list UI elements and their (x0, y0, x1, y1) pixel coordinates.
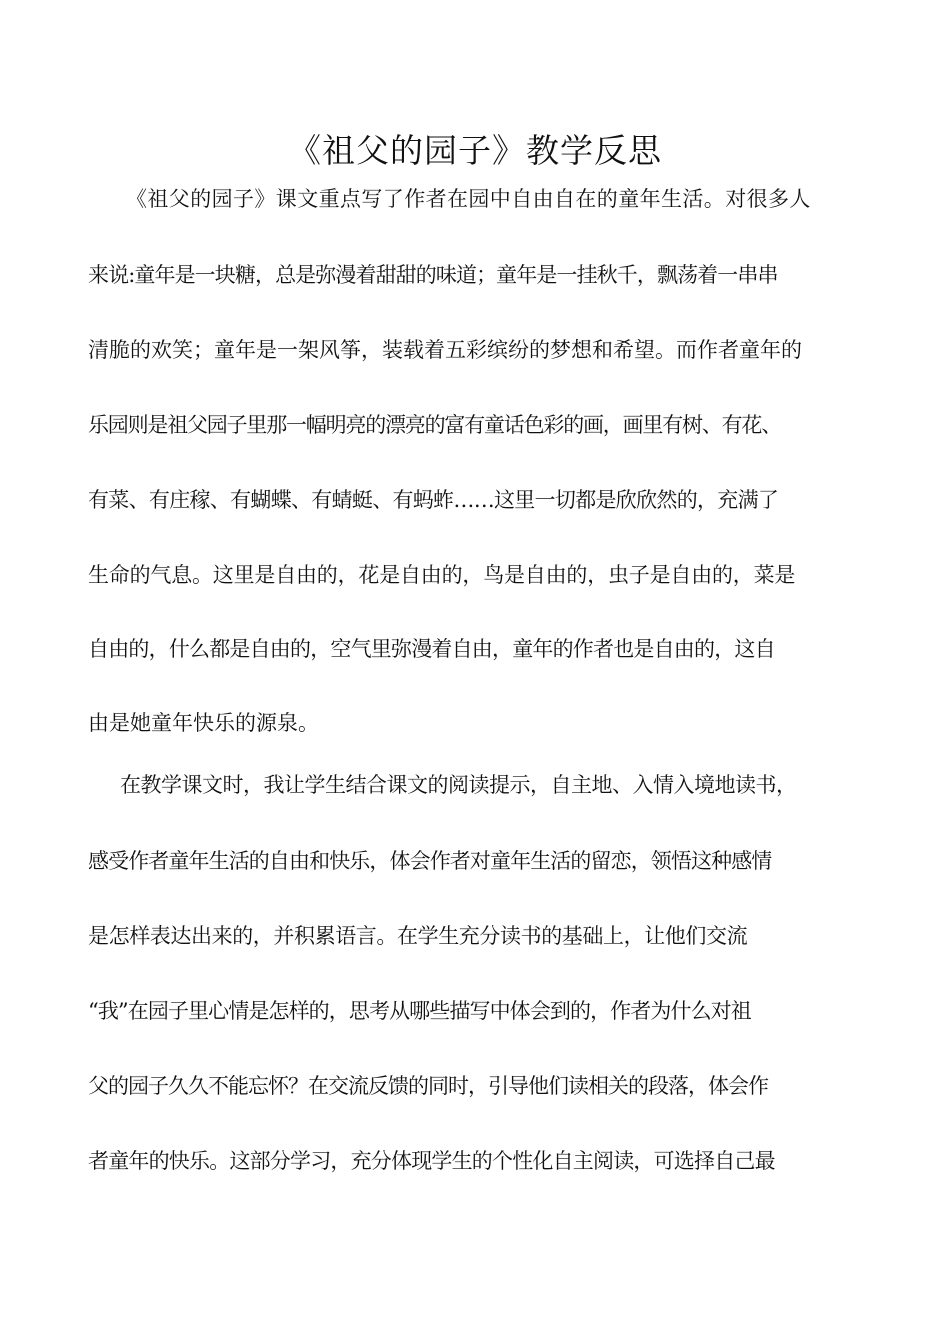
paragraph-line: 由是她童年快乐的源泉。 (88, 711, 319, 735)
paragraph-line: 感受作者童年生活的自由和快乐，体会作者对童年生活的留恋，领悟这种感情 (88, 849, 772, 873)
paragraph-line: 在教学课文时，我让学生结合课文的阅读提示，自主地、入情入境地读书， (120, 773, 797, 797)
paragraph-line: 有菜、有庄稼、有蝴蝶、有蜻蜓、有蚂蚱……这里一切都是欣欣然的，充满了 (88, 488, 779, 512)
paragraph-line: 来说:童年是一块糖，总是弥漫着甜甜的味道；童年是一挂秋千，飘荡着一串串 (88, 263, 778, 287)
paragraph-line: 父的园子久久不能忘怀？在交流反馈的同时，引导他们读相关的段落，体会作 (88, 1074, 768, 1098)
document-title: 《祖父的园子》教学反思 (288, 131, 662, 170)
paragraph-line: “我”在园子里心情是怎样的，思考从哪些描写中体会到的，作者为什么对祖 (88, 999, 751, 1023)
paragraph-line: 是怎样表达出来的，并积累语言。在学生充分读书的基础上，让他们交流 (88, 924, 748, 948)
paragraph-line: 《祖父的园子》课文重点写了作者在园中自由自在的童年生活。对很多人 (126, 187, 811, 211)
paragraph-line: 生命的气息。这里是自由的，花是自由的，鸟是自由的，虫子是自由的，菜是 (88, 563, 796, 587)
paragraph-line: 者童年的快乐。这部分学习，充分体现学生的个性化自主阅读，可选择自己最 (88, 1149, 775, 1173)
paragraph-line: 清脆的欢笑；童年是一架风筝，装载着五彩缤纷的梦想和希望。而作者童年的 (88, 338, 802, 362)
paragraph-line: 乐园则是祖父园子里那一幅明亮的漂亮的富有童话色彩的画，画里有树、有花、 (88, 413, 781, 437)
paragraph-line: 自由的，什么都是自由的，空气里弥漫着自由，童年的作者也是自由的，这自 (88, 637, 775, 661)
